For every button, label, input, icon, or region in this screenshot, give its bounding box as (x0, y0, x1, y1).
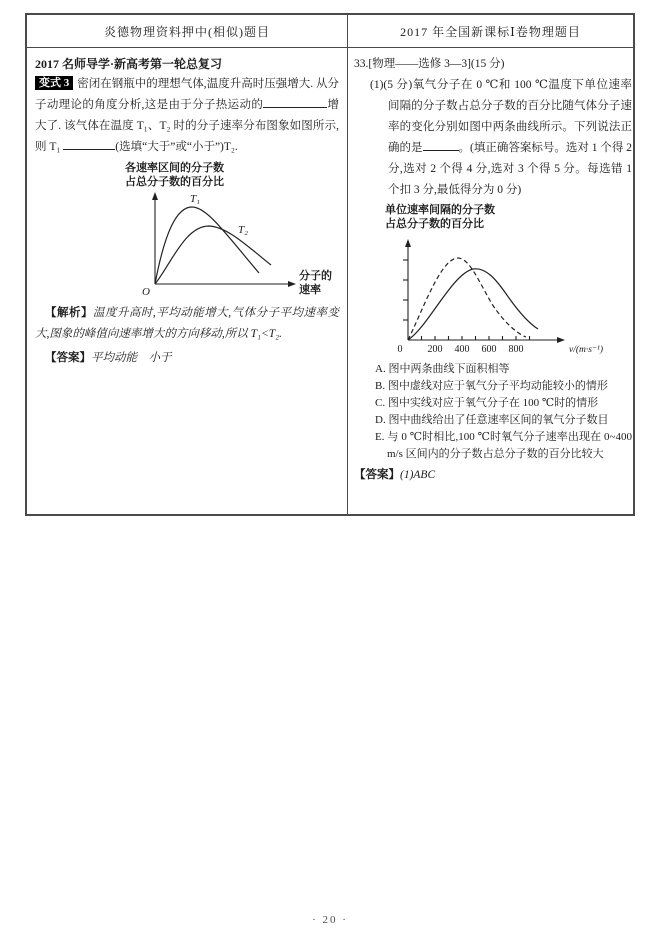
analysis-paragraph (35, 303, 339, 345)
option-b (354, 378, 632, 395)
problem-text-3: (选填“大于”或“小于”)T₂. (115, 141, 238, 153)
x-tick-label-800: 800 (508, 344, 524, 355)
option-e-label: E. (375, 431, 385, 443)
problem-text-1: 密闭在钢瓶中的理想气体,温度升高时压强增大. 从分子动理论的角度分析,这是由于分子热运动的 (35, 78, 339, 111)
y-axis-arrow-icon (405, 239, 411, 247)
x-tick-label-400: 400 (454, 344, 470, 355)
right-figure-title-line2: 占总分子数的百分比 (385, 218, 484, 230)
left-figure (35, 161, 339, 301)
analysis-text: 温度升高时,平均动能增大,气体分子平均速率变大,图象的峰值向速率增大的方向移动,所以 T₁<T₂. (35, 307, 340, 340)
question-title: [物理——选修 3—3](15 分) (368, 58, 505, 70)
right-figure (354, 203, 632, 358)
option-d-text: 图中曲线给出了任意速率区间的氧气分子数目 (388, 414, 609, 426)
source-title: 2017 名师导学·新高考第一轮总复习 (35, 57, 223, 71)
option-a (354, 361, 632, 378)
left-answer-marker: 【答案】 (45, 352, 91, 364)
option-c (354, 395, 632, 412)
t1-curve (155, 207, 259, 284)
x-axis-unit-label: v/(m·s⁻¹) (569, 345, 603, 355)
question-text-1: (1)(5 分)氧气分子在 0 ℃和 100 ℃温度下单位速率间隔的分子数占总分子数的百分比随气体分子速率的变化分别如图中两条曲线所示。下列说法正确的是 (370, 79, 632, 154)
option-b-label: B. (375, 380, 386, 392)
x-tick-label-200: 200 (427, 344, 443, 355)
question-paragraph (354, 75, 632, 201)
x-axis-arrow-icon (557, 337, 565, 343)
left-figure-plot (135, 189, 340, 301)
origin-label: O (142, 286, 150, 298)
right-answer-line (354, 465, 632, 485)
question-number: 33. (354, 58, 369, 70)
option-list (354, 361, 632, 463)
option-c-label: C. (375, 397, 386, 409)
left-figure-ylabel-line1: 各速率区间的分子数 (125, 162, 224, 174)
table-header-row (27, 15, 633, 48)
left-figure-ylabel-line2: 占总分子数的百分比 (125, 176, 224, 188)
option-c-text: 图中实线对应于氧气分子在 100 ℃时的情形 (387, 397, 599, 409)
option-e (354, 429, 632, 463)
fill-blank-2 (63, 137, 115, 150)
header-cell-right: 2017 年全国新课标Ⅰ卷物理题目 (400, 25, 581, 39)
t1-curve-label: T₁ (190, 193, 200, 205)
fill-blank-answer (423, 138, 459, 151)
question-number-line (354, 54, 632, 75)
option-b-text: 图中虚线对应于氧气分子平均动能较小的情形 (387, 380, 608, 392)
option-d (354, 412, 632, 429)
right-answer-marker: 【答案】 (354, 469, 400, 481)
variant-badge: 变式 3 (35, 76, 73, 90)
solid-curve-100C (408, 269, 538, 340)
x-tick-label-600: 600 (481, 344, 497, 355)
x-axis-label-line2: 速率 (299, 284, 321, 296)
left-column (27, 48, 348, 514)
option-d-label: D. (375, 414, 386, 426)
origin-label: 0 (397, 344, 403, 355)
right-figure-title-line1: 单位速率间隔的分子数 (385, 204, 495, 216)
left-answer-paragraph (35, 348, 339, 369)
right-column (348, 48, 633, 514)
option-a-text: 图中两条曲线下面积相等 (388, 363, 510, 375)
t2-curve-label: T₂ (238, 224, 248, 236)
question-text-2: 。(填正确答案标号。选对 1 个得 2 分,选对 2 个得 4 分,选对 3 个得 5 分。每选错 1 个扣 3 分,最低得分为 0 分) (388, 142, 633, 196)
dashed-curve-0C (408, 258, 526, 340)
right-figure-title (385, 203, 632, 231)
table-body-row (27, 48, 633, 514)
option-a-label: A. (375, 363, 386, 375)
option-e-text: 与 0 ℃时相比,100 ℃时氧气分子速率出现在 0~400 m/s 区间内的分子数占总分子数的百分比较大 (387, 431, 633, 460)
page-number: · 20 · (312, 914, 348, 926)
left-figure-ylabel (125, 161, 339, 189)
problem-text-2: 增大了. 该气体在温度 T₁、T₂ 时的分子速率分布图象如图所示,则 T₁ (35, 99, 340, 153)
problem-paragraph (35, 74, 339, 158)
x-axis-arrow-icon (288, 281, 296, 287)
t2-curve (155, 226, 271, 284)
right-figure-plot (354, 232, 632, 358)
y-axis-arrow-icon (152, 192, 158, 200)
x-axis-label-line1: 分子的 (299, 270, 332, 282)
left-answer-text: 平均动能 小于 (91, 352, 172, 364)
header-cell-left: 炎德物理资料押中(相似)题目 (27, 15, 348, 47)
fill-blank-1 (263, 95, 327, 108)
comparison-table (25, 13, 635, 516)
analysis-marker: 【解析】 (45, 307, 93, 319)
right-answer-text: (1)ABC (400, 469, 436, 481)
